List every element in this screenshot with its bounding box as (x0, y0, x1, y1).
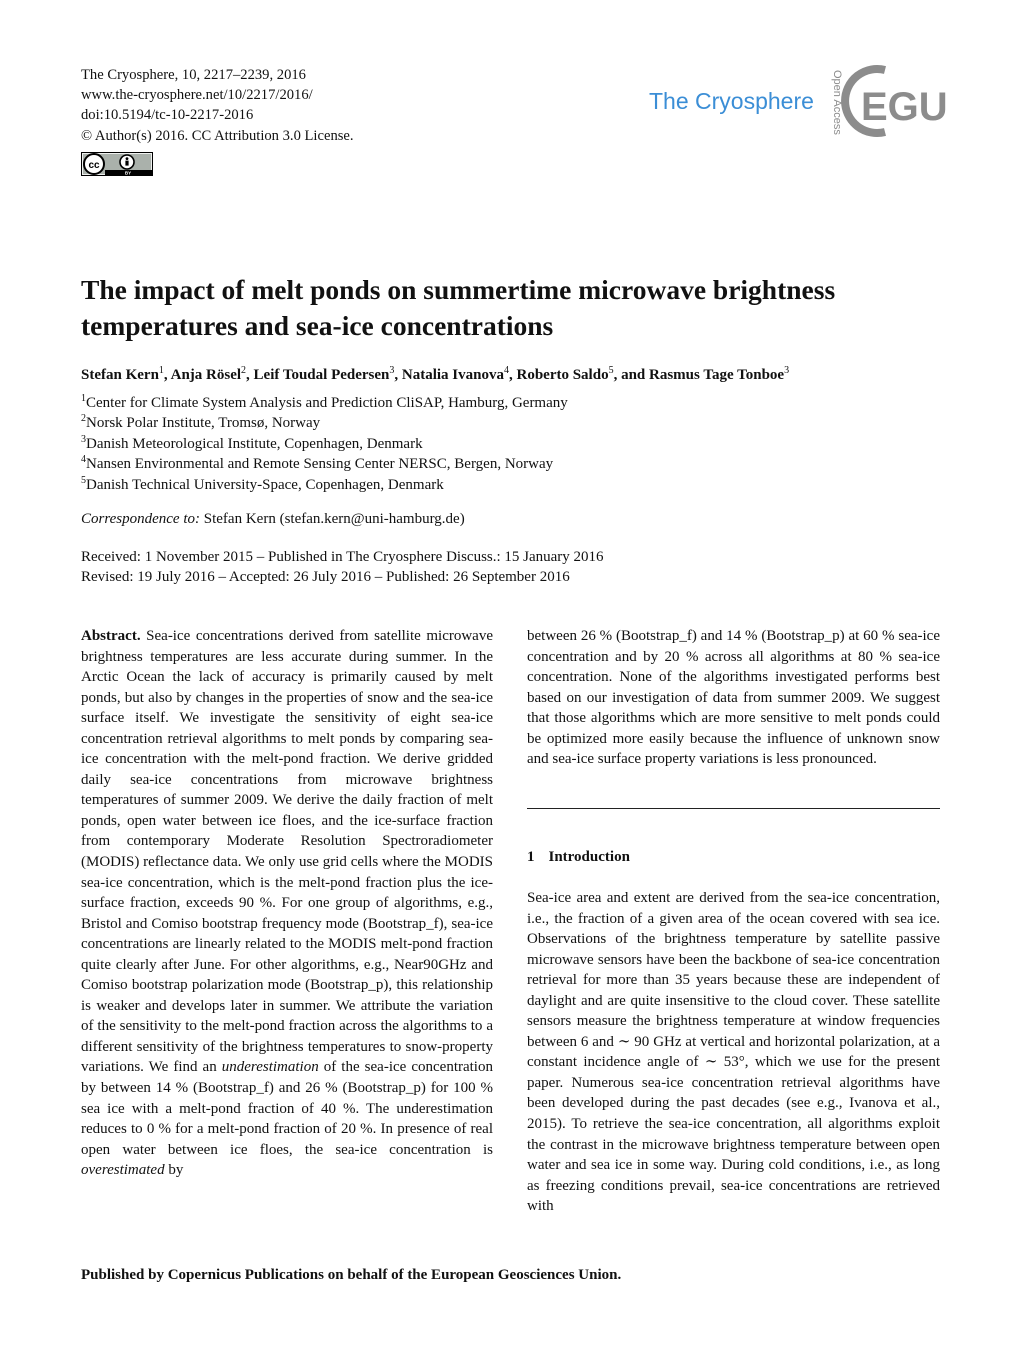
author-name: Rasmus Tage Tonboe (649, 367, 785, 383)
author-name: Roberto Saldo (516, 367, 609, 383)
author-affiliation-mark: 5 (608, 365, 614, 376)
author-affiliation-mark: 4 (503, 365, 509, 376)
affiliation-text: Danish Technical University-Space, Copenhagen, Denmark (86, 477, 444, 493)
author-list (81, 365, 789, 384)
cc-by-badge-icon[interactable] (81, 152, 153, 176)
abstract-continued: between 26 % (Bootstrap_f) and 14 % (Bootstrap_p) at 60 % sea-ice concentration and by 20 % across all algorithms at 80 % sea-ice concentration. None of the algorithms investigated performs best based on our investigation of data from summer 2009. We suggest that those algorithms which are more sensitive to melt ponds could be optimized more easily because the influence of unknown snow and sea-ice surface property variations is less pronounced. (527, 628, 940, 768)
affiliation-text: Nansen Environmental and Remote Sensing Center NERSC, Bergen, Norway (86, 456, 554, 472)
affiliation-number: 4 (81, 454, 86, 465)
correspondence-label: Correspondence to: (81, 511, 201, 527)
abstract-text-3: by (164, 1162, 184, 1179)
svg-text:BY: BY (124, 170, 132, 176)
section-number: 1 (527, 849, 535, 865)
affiliation-item (81, 475, 444, 494)
abstract-emph-underestimation: underestimation (221, 1059, 319, 1076)
author-separator: , (163, 367, 171, 383)
doi[interactable]: doi:10.5194/tc-10-2217-2016 (81, 107, 254, 123)
affiliation-number: 3 (81, 434, 86, 445)
license-line: © Author(s) 2016. CC Attribution 3.0 License. (81, 128, 354, 144)
correspondence (81, 511, 465, 528)
affiliation-item (81, 393, 568, 412)
author-affiliation-mark: 3 (784, 365, 790, 376)
author-name: Stefan Kern (81, 367, 159, 383)
section-title: Introduction (548, 849, 630, 865)
affiliation-text: Danish Meteorological Institute, Copenhagen, Denmark (86, 436, 423, 452)
affiliation-text: Center for Climate System Analysis and Prediction CliSAP, Hamburg, Germany (86, 395, 568, 411)
journal-url[interactable]: www.the-cryosphere.net/10/2217/2016/ (81, 87, 313, 103)
author-separator: , and (613, 367, 650, 383)
svg-text:EGU: EGU (861, 85, 948, 129)
section-divider (527, 808, 940, 809)
affiliation-item (81, 413, 320, 432)
correspondence-contact[interactable]: Stefan Kern (stefan.kern@uni-hamburg.de) (203, 511, 465, 527)
svg-text:Open Access: Open Access (831, 70, 843, 135)
affiliation-number: 1 (81, 393, 86, 404)
author-name: Natalia Ivanova (401, 367, 504, 383)
journal-citation: The Cryosphere, 10, 2217–2239, 2016 (81, 67, 306, 83)
affiliation-text: Norsk Polar Institute, Tromsø, Norway (86, 415, 321, 431)
author-affiliation-mark: 2 (241, 365, 247, 376)
abstract-label: Abstract. (81, 628, 141, 644)
egu-logo-icon (845, 62, 948, 140)
paper-title: The impact of melt ponds on summertime microwave brightness temperatures and sea-ice concentrations (81, 274, 836, 341)
author-affiliation-mark: 1 (158, 365, 164, 376)
author-name: Anja Rösel (170, 367, 242, 383)
author-separator: , (394, 367, 402, 383)
affiliation-item (81, 434, 423, 453)
section-heading-introduction (527, 849, 630, 866)
affiliation-number: 5 (81, 475, 86, 486)
open-access-label (822, 68, 843, 148)
dates-received: Received: 1 November 2015 – Published in The Cryosphere Discuss.: 15 January 2016 (81, 549, 604, 565)
affiliation-number: 2 (81, 413, 86, 424)
author-affiliation-mark: 3 (389, 365, 395, 376)
svg-text:cc: cc (88, 160, 100, 171)
affiliation-item (81, 454, 553, 473)
abstract-emph-overestimated: overestimated (81, 1162, 165, 1179)
author-separator: , (246, 367, 254, 383)
abstract-left-column (81, 626, 493, 1181)
publisher-footer: Published by Copernicus Publications on behalf of the European Geosciences Union. (81, 1267, 622, 1283)
dates-revised: Revised: 19 July 2016 – Accepted: 26 July 2016 – Published: 26 September 2016 (81, 569, 570, 585)
journal-brand: The Cryosphere (649, 88, 814, 114)
author-separator: , (508, 367, 517, 383)
author-name: Leif Toudal Pedersen (253, 367, 390, 383)
abstract-text-2: of the sea-ice concentration by between 14 % (Bootstrap_f) and 26 % (Bootstrap_p) for 100 % sea ice with a melt-pond fraction of 40 %. The underestimation reduces to 0 % for a melt-pond fraction of 20 %. In presence of real open water between ice floes, the sea-ice concentration is (81, 1059, 493, 1158)
abstract-text-1: Sea-ice concentrations derived from satellite microwave brightness temperatures are less accurate during summer. In the Arctic Ocean the lack of accuracy is primarily caused by melt ponds, but also by changes in the properties of snow and the sea-ice surface itself. We investigate the sensitivity of eight sea-ice concentration retrieval algorithms to melt ponds by comparing sea-ice concentration with the melt-pond fraction. We derive gridded daily sea-ice concentrations from microwave brightness temperatures of summer 2009. We derive the daily fraction of melt ponds, open water between ice floes, and the ice-surface fraction from contemporary Moderate Resolution Spectroradiometer (MODIS) reflectance data. We only use grid cells where the MODIS sea-ice concentration, which is the melt-pond fraction plus the ice-surface fraction, exceeds 90 %. For one group of algorithms, e.g., Bristol and Comiso bootstrap frequency mode (Bootstrap_f), sea-ice concentrations are linearly related to the MODIS melt-pond fraction quite clearly after June. For other algorithms, e.g., Near90GHz and Comiso bootstrap polarization mode (Bootstrap_p), this relationship is weaker and develops later in summer. We attribute the variation of the sensitivity to the melt-pond fraction across the algorithms to a different sensitivity of the brightness temperatures to snow-property variations. We find an (81, 628, 494, 1076)
introduction-text: Sea-ice area and extent are derived from the sea-ice concentration, i.e., the fraction of a given area of the ocean covered with sea ice. Observations of the brightness temperature by satellite passive microwave sensors have been the backbone of sea-ice concentration retrieval for more than 35 years because these are independent of daylight and are quite insensitive to the cloud cover. These satellite sensors measure the brightness temperature at window frequencies between 6 and ∼ 90 GHz at vertical and horizontal polarization, at a constant incidence angle of ∼ 53°, which we use for the present paper. Numerous sea-ice concentration retrieval algorithms have been developed during the past decades (see e.g., Ivanova et al., 2015). To retrieve the sea-ice concentration, all algorithms exploit the contrast in the microwave brightness temperature between open water and sea ice in some way. During cold conditions, i.e., as long as freezing conditions prevail, sea-ice concentrations are retrieved with (527, 890, 940, 1215)
